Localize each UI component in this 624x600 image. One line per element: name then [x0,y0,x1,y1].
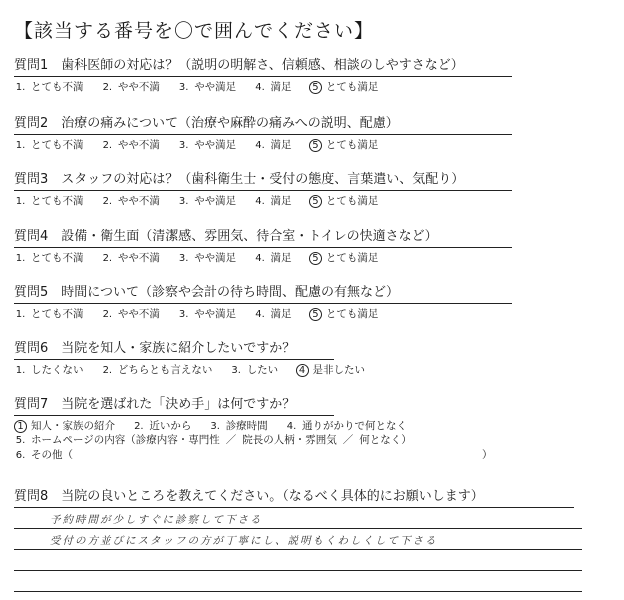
question-5-text: 質問5 時間について（診察や会計の待ち時間、配慮の有無など） [14,285,400,300]
option-5-selected[interactable]: 5 とても満足 [309,251,379,265]
option-2[interactable]: 2. やや不満 [102,252,160,264]
question-3-options [14,194,512,208]
question-2-options [14,138,512,152]
option-3[interactable]: 3. やや満足 [178,195,237,207]
question-7 [14,397,512,463]
question-6-text: 質問6 当院を知人・家族に紹介したいですか？ [14,341,296,356]
selection-circle: 5 [309,81,322,94]
option-3[interactable]: 3. やや満足 [178,308,237,320]
option-3[interactable]: 3. したい [231,364,279,376]
option-2[interactable]: 2. やや不満 [102,139,160,151]
option-2[interactable]: 2. 近いから [134,420,192,432]
option-3[interactable]: 3. やや満足 [178,252,237,264]
option-4[interactable]: 4. 満足 [255,308,292,320]
question-8-text: 質問8 当院の良いところを教えてください。（なるべく具体的にお願いします） [14,489,484,504]
option-4[interactable]: 4. 満足 [255,81,292,93]
option-3[interactable]: 3. やや満足 [178,81,237,93]
question-4 [14,229,512,265]
question-4-text: 質問4 設備・衛生面（清潔感、雰囲気、待合室・トイレの快適さなど） [14,229,438,244]
question-1 [14,58,512,94]
option-1[interactable]: 1. とても不満 [15,252,84,264]
option-4[interactable]: 4. 満足 [255,195,292,207]
option-1-selected[interactable]: 1 知人・家族の紹介 [14,419,115,433]
question-3 [14,172,512,208]
option-1[interactable]: 1. したくない [15,364,84,376]
option-5-selected[interactable]: 5 とても満足 [309,138,379,152]
option-4-selected[interactable]: 4 是非したい [296,363,366,377]
question-8 [14,489,574,508]
question-5-options [14,307,512,321]
answer-line [14,529,582,550]
selection-circle: 5 [309,252,322,265]
question-4-options [14,251,512,265]
question-5 [14,285,512,321]
option-1[interactable]: 1. とても不満 [15,81,84,93]
answer-line [14,550,582,571]
selection-circle: 5 [309,195,322,208]
option-5-selected[interactable]: 5 とても満足 [309,80,379,94]
question-7-options [14,419,512,433]
option-3[interactable]: 3. やや満足 [178,139,237,151]
question-1-text: 質問1 歯科医師の対応は？（説明の明解さ、信頼感、相談のしやすさなど） [14,58,464,73]
answer-line [14,508,582,529]
option-5-selected[interactable]: 5 とても満足 [309,307,379,321]
question-2-text: 質問2 治療の痛みについて（治療や麻酔の痛みへの説明、配慮） [14,116,399,131]
option-1[interactable]: 1. とても不満 [15,308,84,320]
question-2 [14,116,512,152]
option-2[interactable]: 2. やや不満 [102,308,160,320]
selection-circle: 5 [309,308,322,321]
option-6-other[interactable]: 6. その他（ ） [15,449,493,461]
option-2[interactable]: 2. やや不満 [102,81,160,93]
question-6 [14,341,512,377]
selection-circle: 1 [14,420,27,433]
option-5[interactable]: 5. ホームページの内容（診療内容・専門性 ／ 院長の人柄・雰囲気 ／ 何となく） [15,434,412,446]
question-underline [14,245,512,248]
question-underline [14,413,334,416]
option-1[interactable]: 1. とても不満 [15,139,84,151]
question-7-text: 質問7 当院を選ばれた「決め手」は何ですか？ [14,397,296,412]
selection-circle: 5 [309,139,322,152]
answer-line [14,571,582,592]
option-2[interactable]: 2. どちらとも言えない [102,364,213,376]
option-4[interactable]: 4. 満足 [255,252,292,264]
question-6-options [14,363,512,377]
question-underline [14,132,512,135]
option-4[interactable]: 4. 通りがかりで何となく [286,420,408,432]
question-3-text: 質問3 スタッフの対応は？（歯科衛生士・受付の態度、言葉遣い、気配り） [14,172,465,187]
selection-circle: 4 [296,364,309,377]
question-underline [14,357,334,360]
option-1[interactable]: 1. とても不満 [15,195,84,207]
option-4[interactable]: 4. 満足 [255,139,292,151]
page-title: 【該当する番号を〇で囲んでください】 [14,20,375,42]
question-underline [14,188,512,191]
question-underline [14,74,512,77]
option-3[interactable]: 3. 診療時間 [210,420,268,432]
option-2[interactable]: 2. やや不満 [102,195,160,207]
option-5-selected[interactable]: 5 とても満足 [309,194,379,208]
question-underline [14,301,512,304]
handwritten-answer: 受付の方並びにスタッフの方が丁寧にし、説明もくわしくして下さる [50,535,438,547]
question-1-options [14,80,512,94]
answer-area[interactable] [14,508,582,592]
handwritten-answer: 予約時間が少しすぐに診察して下さる [50,514,263,526]
